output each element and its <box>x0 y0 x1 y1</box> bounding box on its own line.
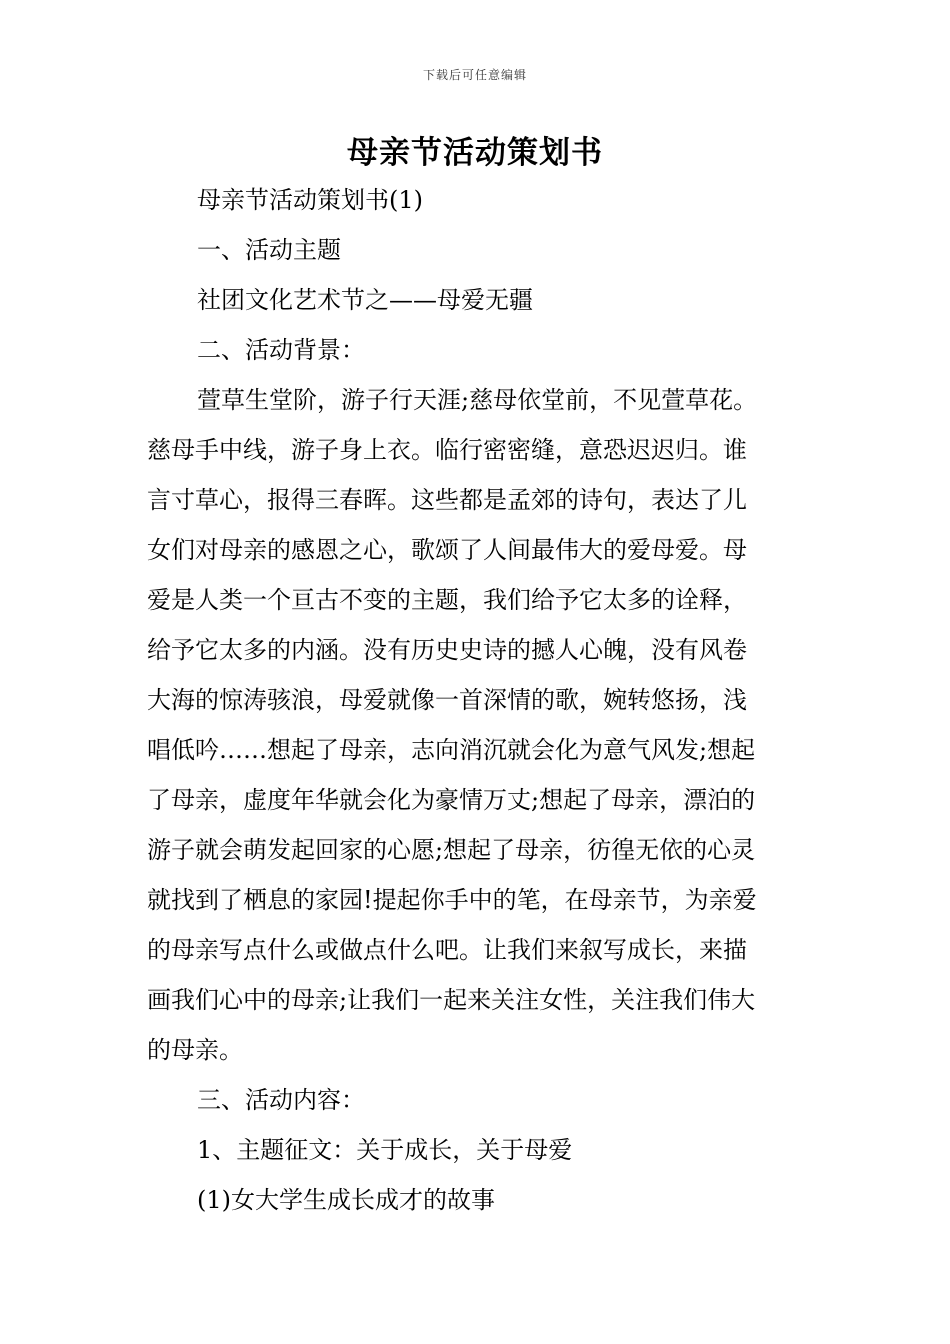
body-line: 游子就会萌发起回家的心愿;想起了母亲，彷徨无依的心灵 <box>147 836 756 864</box>
section3-item: 1、主题征文：关于成长，关于母爱 <box>197 1136 573 1164</box>
section3-heading: 三、活动内容： <box>197 1086 365 1114</box>
body-line: 慈母手中线，游子身上衣。临行密密缝，意恐迟迟归。谁 <box>147 436 747 464</box>
section1-text: 社团文化艺术节之——母爱无疆 <box>197 286 533 314</box>
body-line: 女们对母亲的感恩之心，歌颂了人间最伟大的爱母爱。母 <box>147 536 747 564</box>
body-line: 爱是人类一个亘古不变的主题，我们给予它太多的诠释， <box>147 586 747 614</box>
section2-heading: 二、活动背景： <box>197 336 365 364</box>
section3-subitem: (1)女大学生成长成才的故事 <box>197 1186 495 1214</box>
body-line: 唱低吟……想起了母亲，志向消沉就会化为意气风发;想起 <box>147 736 756 764</box>
body-line: 了母亲，虚度年华就会化为豪情万丈;想起了母亲，漂泊的 <box>147 786 756 814</box>
body-line: 大海的惊涛骇浪，母爱就像一首深情的歌，婉转悠扬，浅 <box>147 686 747 714</box>
page-header-note: 下载后可任意编辑 <box>422 68 527 82</box>
document-subtitle: 母亲节活动策划书(1) <box>197 186 423 214</box>
body-line: 就找到了栖息的家园!提起你手中的笔，在母亲节，为亲爱 <box>147 886 757 914</box>
body-line: 画我们心中的母亲;让我们一起来关注女性，关注我们伟大 <box>147 986 756 1014</box>
body-line: 的母亲写点什么或做点什么吧。让我们来叙写成长，来描 <box>147 936 747 964</box>
document-title: 母亲节活动策划书 <box>347 135 603 171</box>
body-line: 言寸草心，报得三春晖。这些都是孟郊的诗句，表达了儿 <box>147 486 747 514</box>
section1-heading: 一、活动主题 <box>197 236 341 264</box>
body-line: 给予它太多的内涵。没有历史史诗的撼人心魄，没有风卷 <box>147 636 747 664</box>
body-line: 的母亲。 <box>147 1036 243 1064</box>
body-line: 萱草生堂阶，游子行天涯;慈母依堂前，不见萱草花。 <box>197 386 758 414</box>
